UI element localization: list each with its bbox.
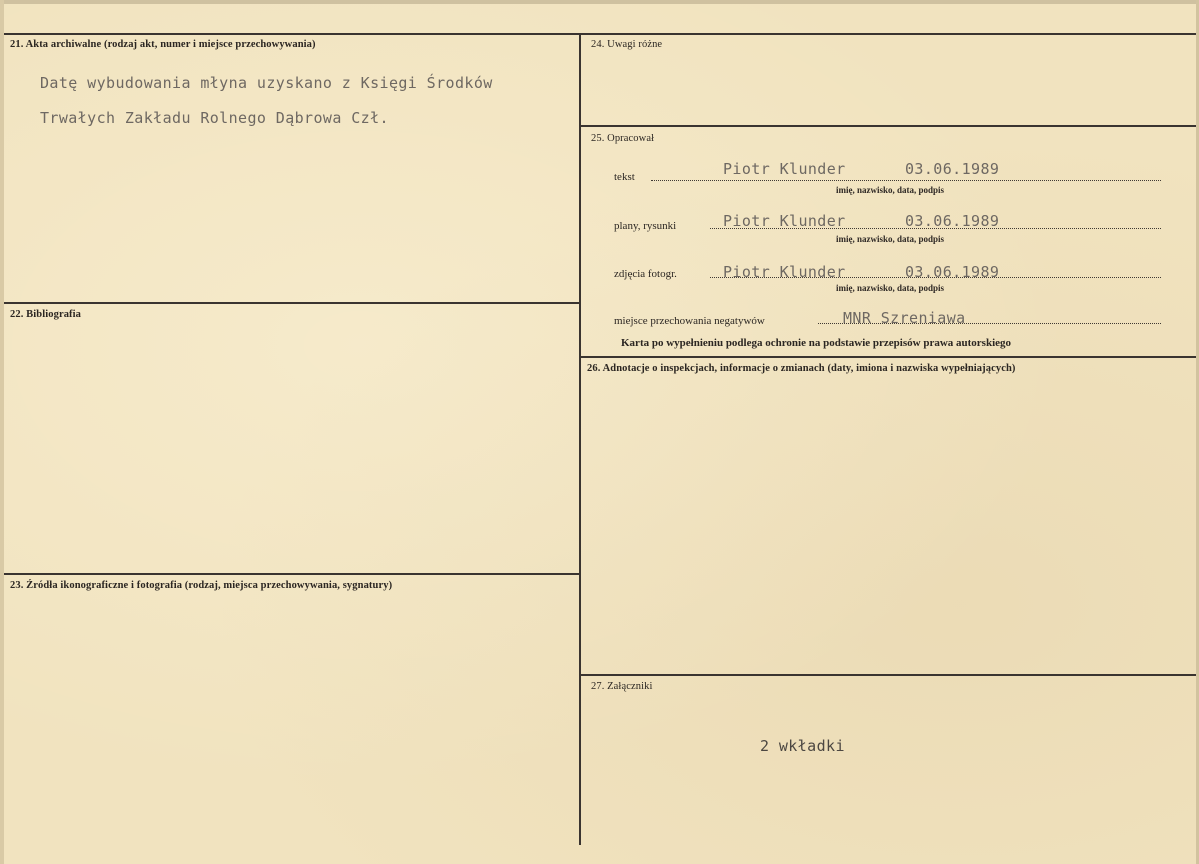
authored-text-date: 03.06.1989 — [905, 160, 1000, 178]
center-divider — [579, 33, 581, 845]
photos-author: Piotr Klunder — [723, 263, 846, 281]
divider-22-23 — [4, 573, 580, 575]
divider-26-27 — [580, 674, 1196, 676]
plans-drawings-date: 03.06.1989 — [905, 212, 1000, 230]
card-edge-top — [0, 0, 1199, 4]
photos-label: zdjęcia fotogr. — [614, 268, 677, 280]
authored-text-author: Piotr Klunder — [723, 160, 846, 178]
photos-caption: imię, nazwisko, data, podpis — [836, 283, 945, 293]
plans-drawings-label: plany, rysunki — [614, 220, 677, 232]
divider-21-22 — [4, 302, 580, 304]
divider-25-26 — [580, 356, 1196, 358]
section-26-label: 26. Adnotacje o inspekcjach, informacje o zmianach (daty, imiona i nazwiska wypełniających) — [587, 363, 1016, 374]
top-border-line — [4, 33, 1196, 35]
copyright-notice: Karta po wypełnieniu podlega ochronie na podstawie przepisów prawa autorskiego — [621, 337, 1012, 349]
section-23-label: 23. Źródła ikonograficzne i fotografia (rodzaj, miejsca przechowywania, sygnatury) — [10, 580, 393, 591]
plans-drawings-caption: imię, nazwisko, data, podpis — [836, 234, 945, 244]
authored-text-caption: imię, nazwisko, data, podpis — [836, 185, 945, 195]
plans-drawings-author: Piotr Klunder — [723, 212, 846, 230]
section-21-text-line-2: Trwałych Zakładu Rolnego Dąbrowa Czł. — [40, 109, 389, 127]
negatives-label: miejsce przechowania negatywów — [614, 315, 765, 327]
section-21-text-line-1: Datę wybudowania młyna uzyskano z Księgi Środków — [40, 74, 493, 92]
negatives-value: MNR Szreniawa — [843, 309, 966, 327]
section-27-label: 27. Załączniki — [591, 681, 653, 692]
photos-date: 03.06.1989 — [905, 263, 1000, 281]
section-21-label: 21. Akta archiwalne (rodzaj akt, numer i miejsce przechowywania) — [10, 39, 316, 50]
card-edge-left — [0, 0, 4, 864]
section-22-label: 22. Bibliografia — [10, 309, 82, 320]
divider-24-25 — [580, 125, 1196, 127]
authored-text-line — [651, 180, 1161, 181]
attachments-value: 2 wkładki — [760, 737, 845, 755]
authored-text-label: tekst — [614, 171, 635, 183]
section-24-label: 24. Uwagi różne — [591, 39, 663, 50]
section-25-label: 25. Opracował — [591, 133, 655, 144]
